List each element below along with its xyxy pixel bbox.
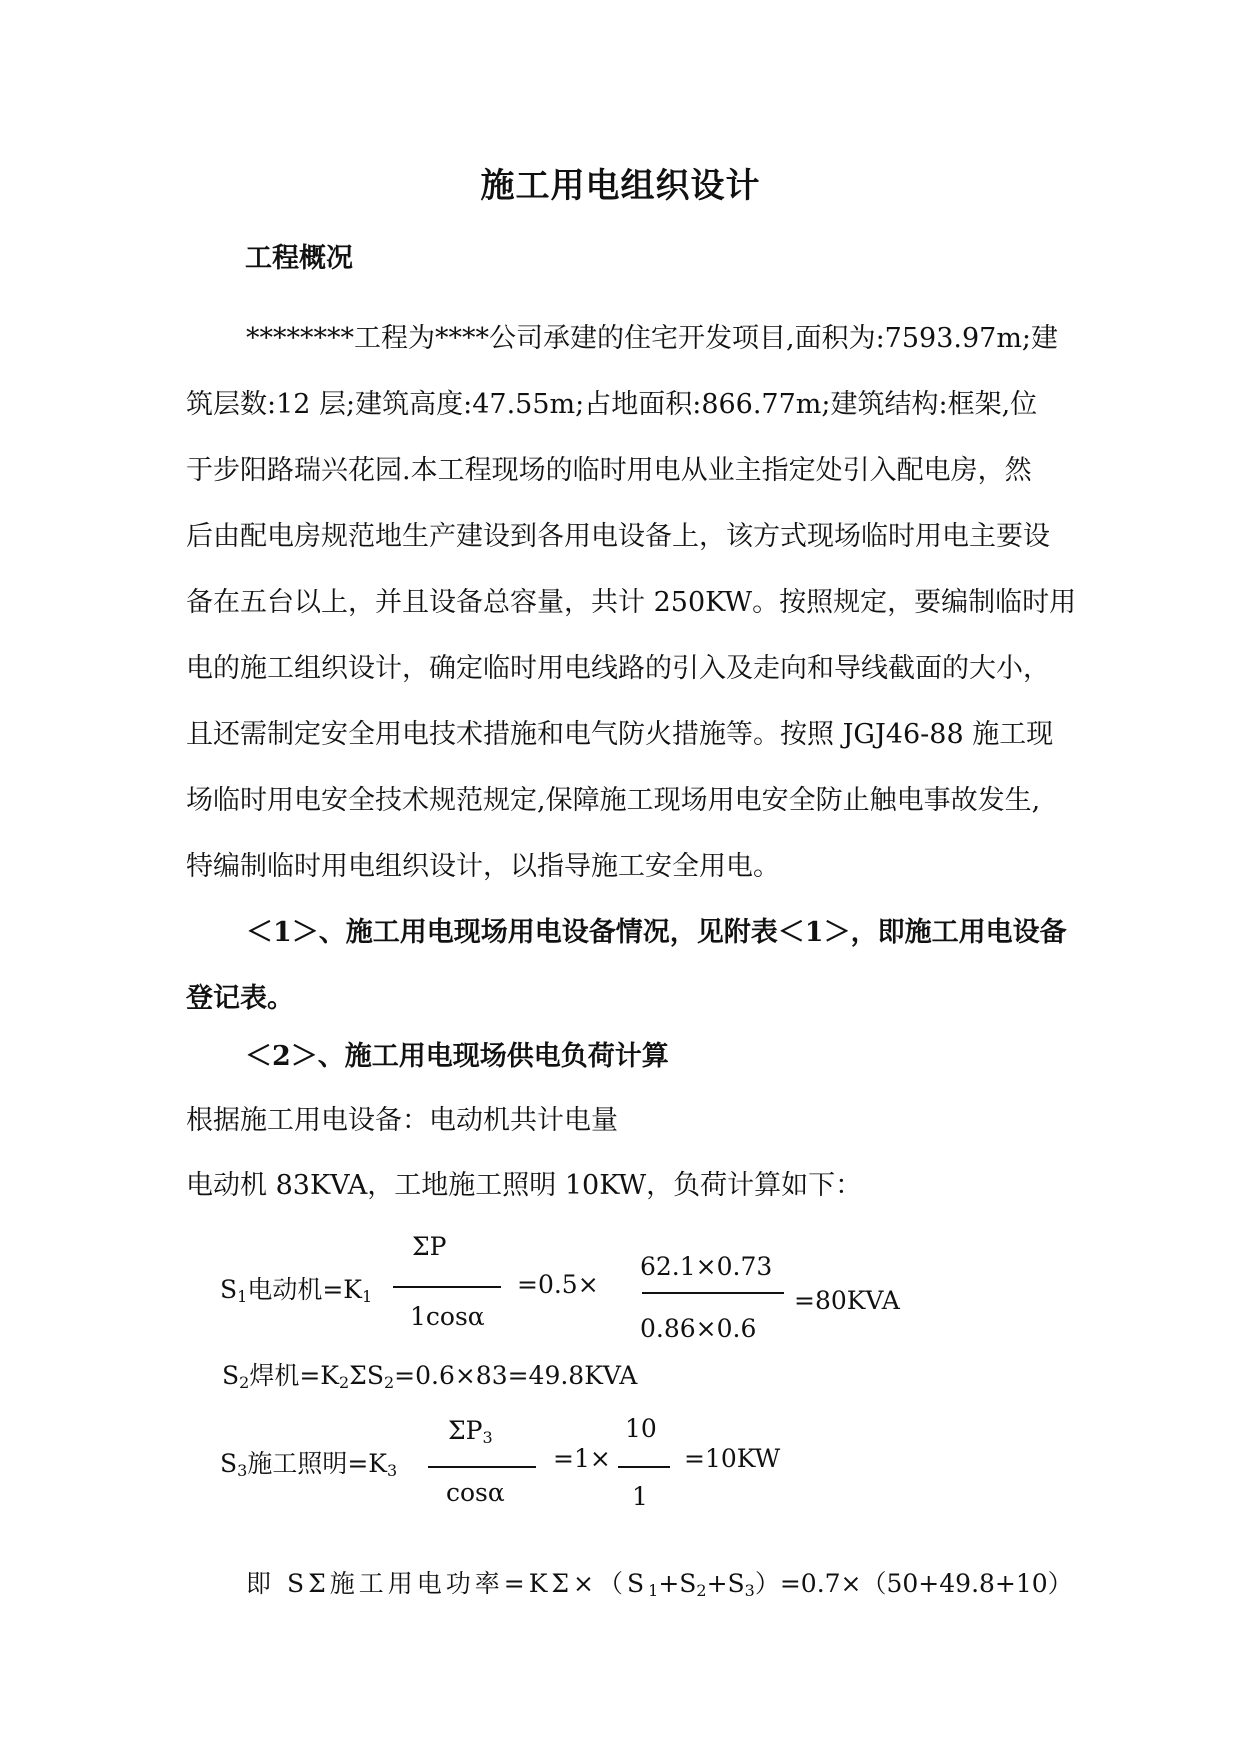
document-title: 施工用电组织设计	[480, 166, 761, 206]
load-line: 电动机 83KVA，工地施工照明 10KW，负荷计算如下：	[186, 1170, 863, 1201]
formula-s3-result: =10KW	[684, 1444, 781, 1473]
formula-s3-frac1-numerator: $\Sigma P_3$	[448, 1416, 493, 1447]
formula-s3-frac2-denominator: 1	[632, 1482, 648, 1511]
overview-line: 备在五台以上，并且设备总容量，共计 250KW。按照规定，要编制临时用	[186, 587, 1077, 618]
formula-s1-frac2-denominator: 0.86×0.6	[640, 1314, 757, 1343]
formula-s3-frac1-bar	[428, 1466, 536, 1468]
item1-line: ＜1＞、施工用电现场用电设备情况，见附表＜1＞，即施工用电设备	[246, 917, 1067, 948]
formula-s1-frac1-numerator: ΣP	[412, 1232, 447, 1261]
item1-line: 登记表。	[186, 983, 294, 1014]
item1-paragraph	[186, 900, 1106, 1032]
formula-s1-lhs: $S_1$电动机$=K_1$	[220, 1275, 373, 1306]
overview-line: 后由配电房规范地生产建设到各用电设备上，该方式现场临时用电主要设	[186, 521, 1050, 552]
section-heading: 工程概况	[245, 243, 353, 274]
overview-line: 于步阳路瑞兴花园.本工程现场的临时用电从业主指定处引入配电房，然	[186, 455, 1032, 486]
formula-s1-frac2-bar	[642, 1292, 784, 1294]
overview-line: 电的施工组织设计，确定临时用电线路的引入及走向和导线截面的大小，	[186, 653, 1050, 684]
basis-line: 根据施工用电设备：电动机共计电量	[186, 1105, 618, 1136]
formula-s3-frac1-denominator: cosα	[446, 1478, 505, 1507]
formula-s1-frac2-numerator: 62.1×0.73	[640, 1252, 773, 1281]
formula-s1-frac1-bar	[393, 1286, 501, 1288]
formula-s1-result: =80KVA	[794, 1286, 900, 1315]
formula-s1-frac1-denominator: 1cosα	[410, 1302, 485, 1331]
item2-heading: ＜2＞、施工用电现场供电负荷计算	[245, 1041, 669, 1072]
formula-s3-lhs: $S_3$施工照明$=K_3$	[220, 1449, 398, 1480]
formula-s1-multiplier: =0.5×	[517, 1270, 599, 1299]
overview-line: 筑层数:12 层;建筑高度:47.55m;占地面积:866.77m;建筑结构:框架,位	[186, 389, 1038, 420]
formula-s3-frac2-numerator: 10	[625, 1414, 657, 1443]
formula-total: 即 SΣ施工用电功率$=K\Sigma\times(S_1+S_2+S_3)=0.7\times(50+49.8+10)$	[246, 1569, 1073, 1600]
overview-line: ********工程为****公司承建的住宅开发项目,面积为:7593.97m;建	[246, 323, 1059, 354]
formula-s3-multiplier: =1×	[553, 1444, 611, 1473]
overview-paragraph	[186, 306, 1106, 900]
formula-s2: $S_2$焊机$=K_2\Sigma S_2=0.6\times 83=49.8KVA$	[222, 1361, 638, 1392]
formula-s3-frac2-bar	[618, 1466, 670, 1468]
overview-line: 特编制临时用电组织设计，以指导施工安全用电。	[186, 851, 780, 882]
overview-line: 场临时用电安全技术规范规定,保障施工现场用电安全防止触电事故发生,	[186, 785, 1041, 816]
overview-line: 且还需制定安全用电技术措施和电气防火措施等。按照 JGJ46-88 施工现	[186, 719, 1054, 750]
